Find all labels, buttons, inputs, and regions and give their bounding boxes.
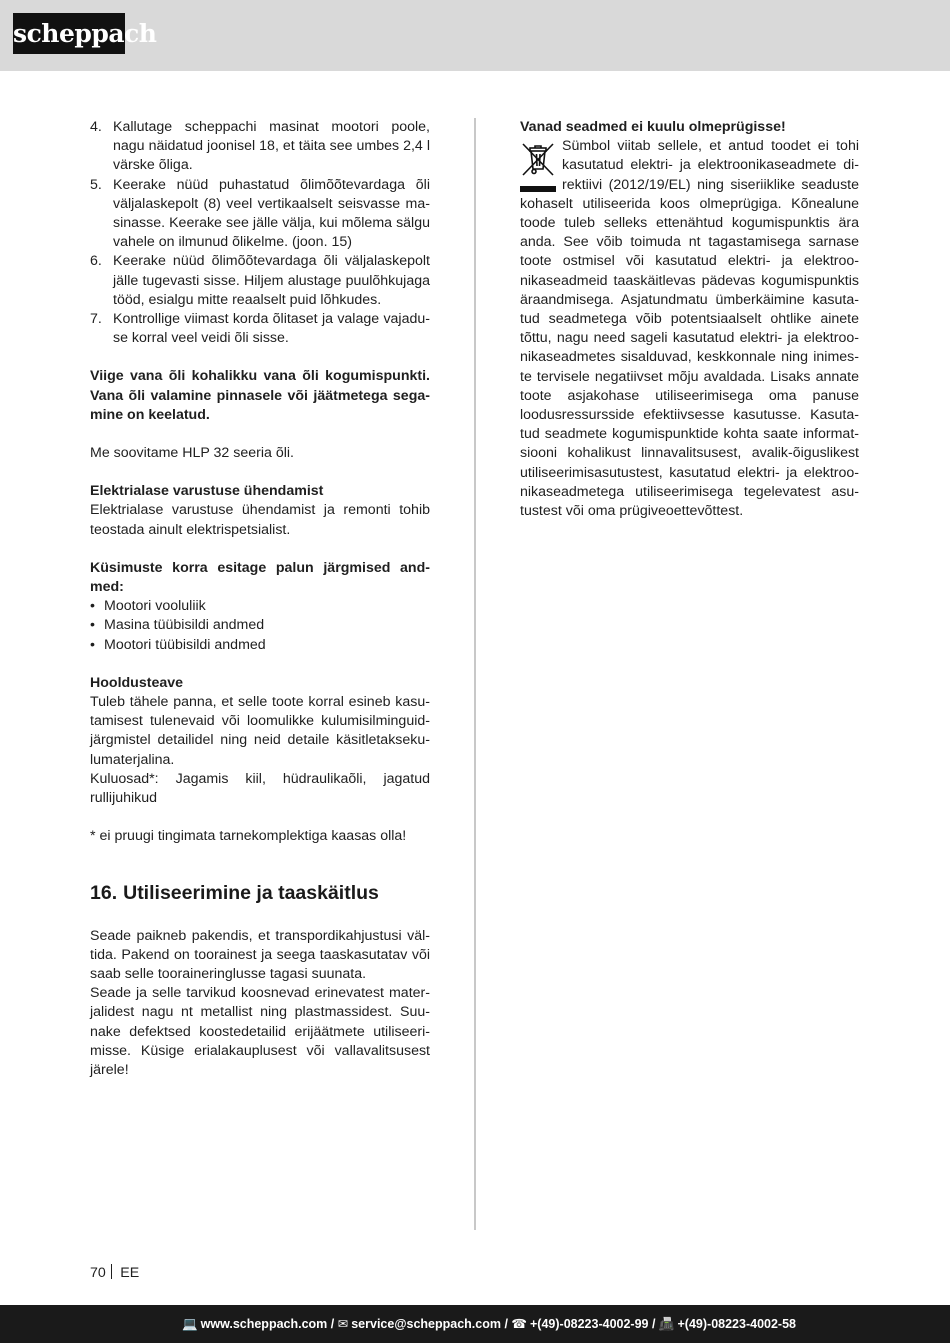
email-link[interactable]: service@scheppach.com / xyxy=(351,1317,508,1331)
section-title: Utiliseerimine ja taaskäitlus xyxy=(123,881,379,904)
oil-recommendation: Me soovitame HLP 32 seeria õli. xyxy=(90,445,294,462)
list-item: 5. Keerake nüüd puhastatud õlimõõtevardaga õli väljalaskepolt (8) veel vertikaalselt seisvasse masinasse. Keerake see jälle välja, kui mõlema sälgu vahele on ilmunud õlikelme. (joon. 15) xyxy=(90,176,430,251)
phone-icon: ☎ xyxy=(511,1317,527,1331)
maintenance-text: Tuleb tähele panna, et selle toote korral esineb kasutamisest tulenevaid või loomulikke kulumisilminguidjärgmistel detailidel ning neid detaile käsitletaksekulumaterjalina. xyxy=(90,694,430,768)
scheppach-logo: scheppach xyxy=(13,13,125,54)
right-column xyxy=(520,118,859,521)
section-number: 16. xyxy=(90,881,118,904)
envelope-icon: ✉ xyxy=(337,1317,349,1331)
wear-parts-text: Kuluosad*: Jagamis kiil, hüdraulikaõli, jagatud rullijuhikud xyxy=(90,770,430,807)
electrical-text: Elektrialase varustuse ühendamist ja remonti tohib teostada ainult elektrispetsialist. xyxy=(90,502,430,538)
page-footer xyxy=(0,1305,950,1343)
maintenance-heading: Hooldusteave xyxy=(90,674,184,691)
disposal-paragraph-2: Seade ja selle tarvikud koosnevad erinevatest materjalidest nagu nt metallist ning plastmassidest. Suunake defektsed koostedetailid erijäätmete utiliseerimisse. Küsige erialakauplusest või vallavalitsusest järele! xyxy=(90,985,430,1078)
list-item: 7. Kontrollige viimast korda õlitaset ja valage vajaduse korral veel veidi õli sisse. xyxy=(90,311,430,347)
list-item: • Mootori tüübisildi andmed xyxy=(90,636,266,653)
phone-number: +(49)-08223-4002-99 / xyxy=(530,1317,656,1331)
laptop-icon: 💻 xyxy=(182,1317,198,1331)
weee-text: Sümbol viitab sellele, et antud toodet ei tohi kasutatud elektri- ja elektroonikaseadmete direktiivi (2012/19/EL) ning siseriiklike seaduste kohaselt utiliseerida koos olmeprügiga. Kõnealune toode tuleb selleks ettenähtud kogumispunktis ära anda. See võib toimuda nt tagastamisega sarnase toote ostmisel või kasutatud elektri- ja elektroonikaseadmeid taaskäitlevas pädevas kogumispunktis äraandmisega. Asjatundmatu ümberkäimine kasutatud seadmetega võib potentsiaalselt ohtlike ainete tõttu, nagu need sageli kasutatud elektri- ja elektroonikaseadmetes sisalduvad, keskkonnale ning inimeste tervisele negatiivset mõju avaldada. Lisaks annate toote asjakohase utiliseerimisega oma panuse loodusressursside efektiivsesse kasutusse. Kasutatud seadmete kogumispunktide kohta saate informatsiooni kohalikust linnavalitsusest, avalik-õiguslikest utiliseerimisasutustest, kasutatud elektri- ja elektroonikaseadmetega utiliseerimisega tegelevatest asutustest või oma prügiveoettevõttest. xyxy=(520,138,859,520)
list-item: 4. Kallutage scheppachi masinat mootori poole, nagu näidatud joonisel 18, et täita see umbes 2,4 l värske õliga. xyxy=(90,119,430,174)
page-number: 70 EE xyxy=(90,1265,140,1281)
crossed-out-wheelie-bin-icon xyxy=(520,141,556,192)
list-item: • Mootori vooluliik xyxy=(90,598,206,615)
left-column xyxy=(90,118,430,1080)
list-item: • Masina tüübisildi andmed xyxy=(90,617,265,634)
inquiry-list xyxy=(90,597,430,655)
website-link[interactable]: www.scheppach.com / xyxy=(200,1317,335,1331)
old-oil-warning: Viige vana õli kohalikku vana õli kogumispunkti. Vana õli valamine pinnasele või jäätmetega segamine on keelatud. xyxy=(90,368,430,423)
disposal-paragraph-1: Seade paikneb pakendis, et transpordikahjustusi vältida. Pakend on toorainest ja seega taaskasutatav või saab selle tooraineringlusse tagasi suunata. xyxy=(90,927,430,982)
column-divider xyxy=(474,118,476,1230)
list-item: 6. Keerake nüüd õlimõõtevardaga õli väljalaskepolt jälle tugevasti sisse. Hiljem alustage puulõhkujaga tööd, esialgu mitte reaalselt puid lõhkudes. xyxy=(90,253,430,308)
section-heading xyxy=(90,881,430,905)
footnote: * ei pruugi tingimata tarnekomplektiga kaasas olla! xyxy=(90,828,407,845)
inquiry-heading: Küsimuste korra esitage palun järgmised andmed: xyxy=(90,559,430,596)
weee-heading: Vanad seadmed ei kuulu olmeprügisse! xyxy=(520,119,786,135)
fax-icon: 📠 xyxy=(658,1317,675,1331)
fax-number: +(49)-08223-4002-58 xyxy=(677,1317,796,1331)
page-header xyxy=(0,0,950,71)
electrical-heading: Elektrialase varustuse ühendamist xyxy=(90,483,324,500)
procedure-steps xyxy=(90,118,430,348)
